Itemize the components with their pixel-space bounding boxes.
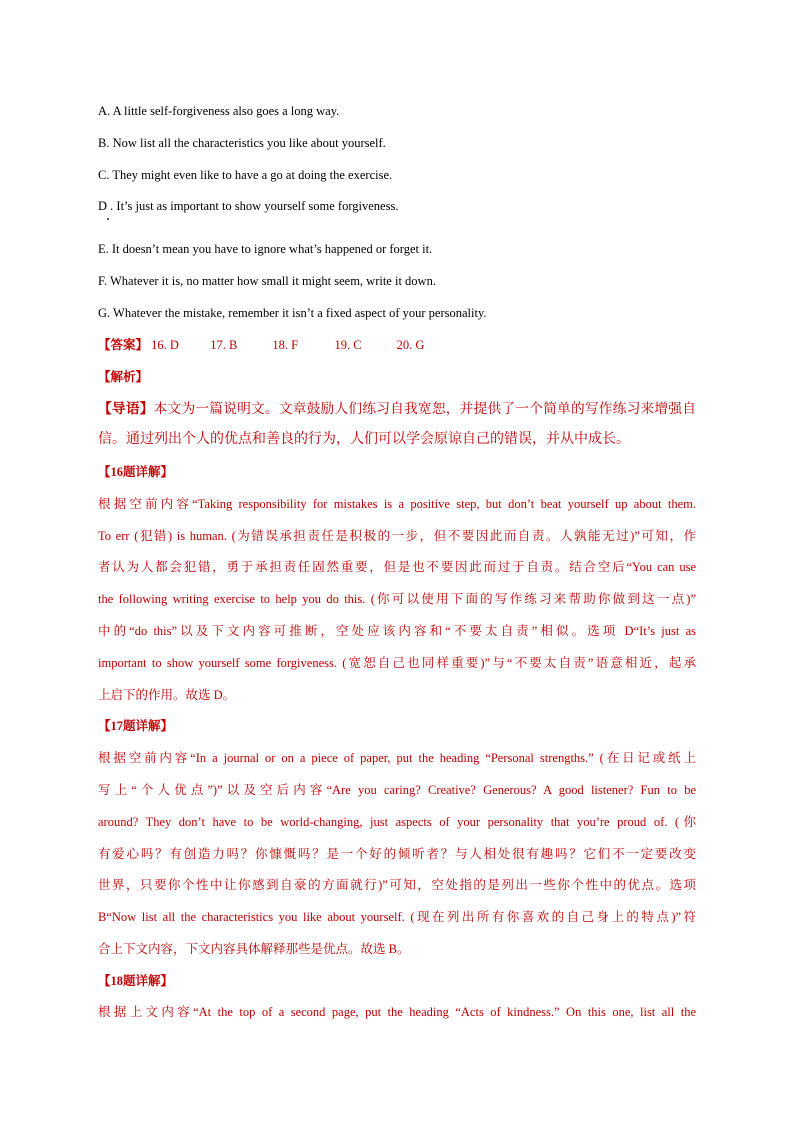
q17-line-7: 合上下文内容，下文内容具体解释那些是优点。故选 B。 xyxy=(98,942,410,956)
answer-19: 19. C xyxy=(334,338,362,352)
q17-line-6: B“Now list all the characteristics you like about yourself. (现在列出所有你喜欢的自己身上的特点)”符 xyxy=(98,910,696,924)
option-e: E. It doesn’t mean you have to ignore what’s happened or forget it. xyxy=(98,242,433,256)
option-b: B. Now list all the characteristics you like about yourself. xyxy=(98,136,386,150)
analysis-label: 【解析】 xyxy=(98,370,149,384)
q17-line-5: 世界，只要你个性中让你感到自豪的方面就行)”可知，空处指的是列出一些你个性中的优点。选项 xyxy=(98,878,696,892)
option-c: C. They might even like to have a go at doing the exercise. xyxy=(98,168,393,182)
answer-label: 【答案】 xyxy=(98,338,149,352)
q17-label: 【17题详解】 xyxy=(98,719,174,733)
guide-line-2: 信。通过列出个人的优点和善良的行为，人们可以学会原谅自己的错误，并从中成长。 xyxy=(98,432,630,447)
guide-line-1 xyxy=(98,401,696,417)
q16-line-3: 者认为人都会犯错，勇于承担责任固然重要，但是也不要因此而过于自责。结合空后“You can use xyxy=(98,560,696,574)
q16-line-5: 中的“do this”以及下文内容可推断，空处应该内容和“不要太自责”相似。选项 D“It’s just as xyxy=(98,624,696,638)
guide-text-1: 本文为一篇说明文。文章鼓励人们练习自我宽恕，并提供了一个简单的写作练习来增强自 xyxy=(153,401,696,416)
option-g: G. Whatever the mistake, remember it isn’t a fixed aspect of your personality. xyxy=(98,306,487,320)
q17-line-2: 写上“个人优点”)”以及空后内容“Are you caring? Creative? Generous? A good listener? Fun to be xyxy=(98,783,696,797)
option-d: D . It’s just as important to show yourself some forgiveness. xyxy=(98,199,399,213)
q16-line-2: To err (犯错) is human. (为错误承担责任是积极的一步，但不要因此而自责。人孰能无过)”可知，作 xyxy=(98,529,696,543)
answer-line xyxy=(98,337,696,353)
answer-17: 17. B xyxy=(210,338,238,352)
q16-line-4: the following writing exercise to help you do this. (你可以使用下面的写作练习来帮助你做到这一点)” xyxy=(98,592,696,606)
q16-label: 【16题详解】 xyxy=(98,465,174,479)
answer-18: 18. F xyxy=(272,338,299,352)
q18-line-1: 根据上文内容“At the top of a second page, put the heading “Acts of kindness.” On this one, list all the xyxy=(98,1005,696,1019)
q16-line-7: 上启下的作用。故选 D。 xyxy=(98,688,236,702)
answer-20: 20. G xyxy=(396,338,425,352)
guide-label: 【导语】 xyxy=(98,401,154,416)
answer-16: 16. D xyxy=(151,338,179,352)
option-f: F. Whatever it is, no matter how small it might seem, write it down. xyxy=(98,274,436,288)
q16-line-6: important to show yourself some forgiveness. (宽恕自己也同样重要)”与“不要太自责”语意相近，起承 xyxy=(98,656,696,670)
q17-line-1: 根据空前内容“In a journal or on a piece of paper, put the heading “Personal strengths.” (在日记或纸上 xyxy=(98,751,696,765)
q16-line-1: 根据空前内容“Taking responsibility for mistakes is a positive step, but don’t beat yourself up about them. xyxy=(98,497,696,511)
q17-line-4: 有爱心吗？有创造力吗？你慷慨吗？是一个好的倾听者？与人相处很有趣吗？它们不一定要改变 xyxy=(98,847,696,861)
option-a: A. A little self-forgiveness also goes a long way. xyxy=(98,104,340,118)
q18-label: 【18题详解】 xyxy=(98,974,174,988)
stray-mark xyxy=(107,218,109,220)
q17-line-3: around? They don’t have to be world-changing, just aspects of your personality that you’re proud of. (你 xyxy=(98,815,696,829)
